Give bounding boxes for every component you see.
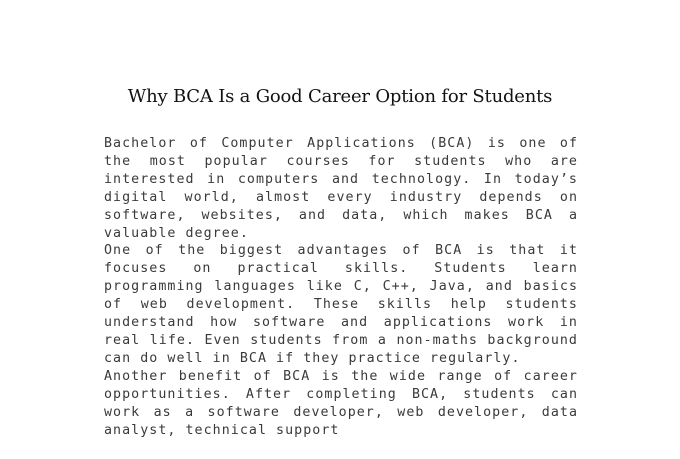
document-title: Why BCA Is a Good Career Option for Students: [127, 86, 553, 107]
paragraph-intro: Bachelor of Computer Applications (BCA) is one of the most popular courses for students who are interested in computers and technology. In today’s digital world, almost every industry depends on software, websites, and data, which makes BCA a valuable degree.: [104, 136, 578, 241]
paragraph-practical-skills: One of the biggest advantages of BCA is that it focuses on practical skills. Students learn programming languages like C, C++, Java, and basics of web development. These skills help students understand how software and applications work in real life. Even students from a non-maths background can do well in BCA if they practice regularly.: [104, 243, 578, 366]
paragraph-career-opportunities: Another benefit of BCA is the wide range of career opportunities. After completing BCA, students can work as a software developer, web developer, data analyst, technical support: [104, 368, 578, 438]
document-body: [104, 135, 578, 439]
